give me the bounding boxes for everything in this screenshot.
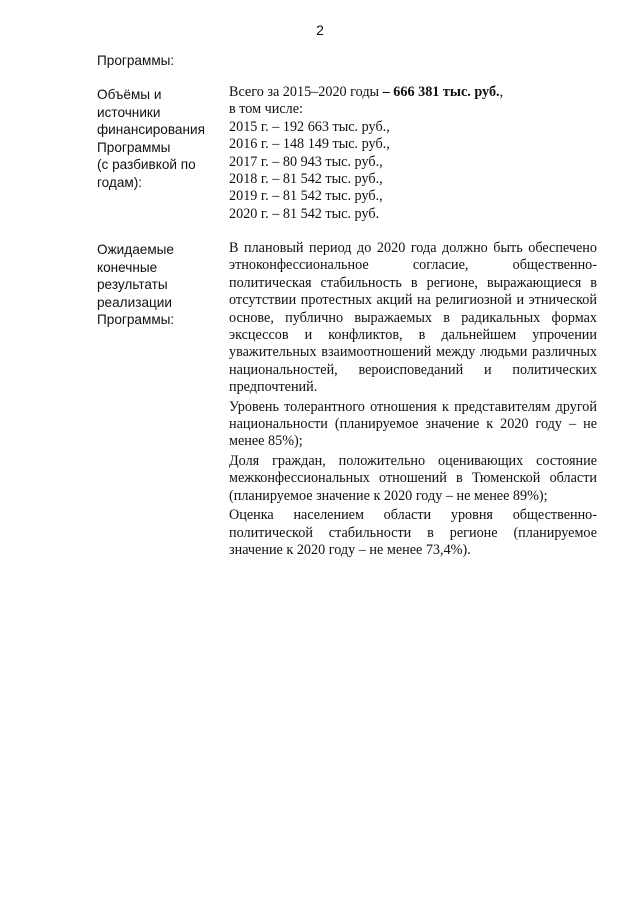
- results-paragraph: Уровень толерантного отношения к представителям другой национальности (планируемое значение к 2020 году – не менее 85%);: [229, 398, 597, 450]
- results-paragraph: Доля граждан, положительно оценивающих состояние межконфессиональных отношений в Тюменской области (планируемое значение к 2020 году – не менее 89%);: [229, 452, 597, 504]
- financing-label-line: источники: [97, 104, 161, 120]
- financing-year-line: 2017 г. – 80 943 тыс. руб.,: [229, 153, 383, 170]
- financing-label-line: Объёмы и: [97, 87, 162, 102]
- financing-year-line: 2016 г. – 148 149 тыс. руб.,: [229, 136, 390, 153]
- financing-values: [229, 84, 503, 223]
- results-label: [97, 241, 174, 329]
- results-label-line: Ожидаемые: [97, 242, 174, 257]
- programs-heading: [97, 52, 174, 70]
- results-label-line: Программы:: [97, 312, 175, 327]
- financing-total-suffix: ,: [499, 84, 504, 100]
- financing-label-line: годам):: [97, 174, 143, 190]
- financing-label-line: финансирования: [97, 122, 205, 137]
- expected-results: [229, 240, 597, 561]
- financing-year-line: 2015 г. – 192 663 тыс. руб.,: [229, 118, 390, 135]
- results-label-line: реализации: [97, 294, 172, 310]
- results-paragraph: Оценка населением области уровня общественно-политической стабильности в регионе (планируемое значение к 2020 году – не менее 73,4%).: [229, 507, 597, 558]
- financing-label-line: Программы: [97, 139, 171, 155]
- financing-including: в том числе:: [229, 101, 303, 118]
- results-label-line: результаты: [97, 277, 168, 292]
- financing-total-line: [229, 84, 503, 101]
- financing-year-line: 2019 г. – 81 542 тыс. руб.,: [229, 188, 383, 205]
- financing-year-line: 2018 г. – 81 542 тыс. руб.,: [229, 171, 383, 188]
- page-number: 2: [316, 22, 324, 38]
- financing-year-line: 2020 г. – 81 542 тыс. руб.: [229, 205, 380, 222]
- programs-heading-text: Программы:: [97, 53, 175, 68]
- results-paragraph: В плановый период до 2020 года должно быть обеспечено этноконфессиональное согласие, общественно-политическая стабильность в регионе, выражающиеся в отсутствии протестных акций на религиозной и этнической основе, публично выражаемых в радикальных формах эксцессов и конфликтов, в дальнейшем упрочении уважительных взаимоотношений между людьми различных национальностей, вероисповеданий и политических предпочтений.: [229, 240, 597, 396]
- financing-label-line: (с разбивкой по: [97, 157, 196, 172]
- financing-total-prefix: Всего за 2015–2020 годы: [229, 84, 383, 100]
- financing-label: [97, 86, 205, 191]
- financing-total-value: – 666 381 тыс. руб.: [382, 84, 500, 100]
- results-label-line: конечные: [97, 259, 158, 275]
